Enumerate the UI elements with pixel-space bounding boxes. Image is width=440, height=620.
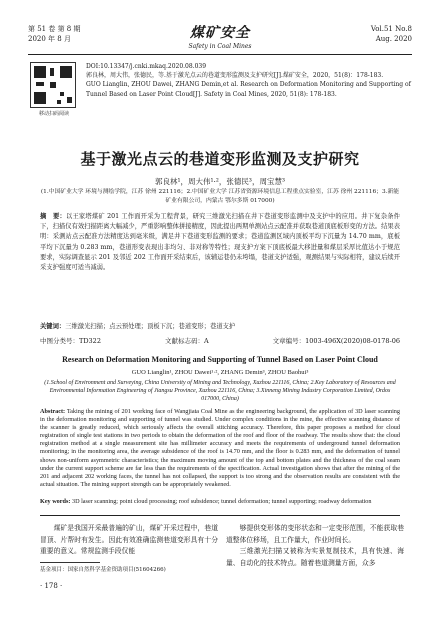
author-list-en: GUO Lianglin¹, ZHOU Dawei¹·², ZHANG Demin³, ZHOU Baohui³ xyxy=(131,369,309,376)
abstract-label-en: Abstract: xyxy=(40,408,66,415)
affiliations: (1.中国矿业大学 环境与测绘学院，江苏 徐州 221116；2.中国矿业大学 江苏省资源环境信息工程重点实验室，江苏 徐州 221116；3.新能矿业有限公司，内蒙古 鄂尔多斯 017000) xyxy=(40,189,400,204)
affiliations-en: (1.School of Environment and Surveying, China University of Mining and Technology, Xuzhou 221116, China; 2.Key Laboratory of Resources and Environmental Information Engineering of Jiangsu Province, Xuzhou 221116, China; 3.Xinneng Mining Industry Corporation Limited, Ordos 017000, China) xyxy=(44,380,396,402)
page-number: · 178 · xyxy=(40,582,63,590)
keywords-text: 三维激光扫描；点云预处理；顶板下沉；巷道变形；巷道支护 xyxy=(65,323,236,330)
clc-number: 中图分类号：TD322 xyxy=(40,337,101,345)
header-divider xyxy=(28,54,412,55)
journal-header xyxy=(28,22,412,52)
article-number: 文章编号：1003-496X(2020)08-0178-06 xyxy=(272,337,400,345)
abstract-label: 摘 要： xyxy=(40,213,66,220)
volume-info-en xyxy=(371,24,412,44)
volume-issue-zh: 第 51 卷 第 8 期 xyxy=(28,25,81,33)
volume-issue-en: Vol.51 No.8 xyxy=(370,25,412,33)
abstract-text-en: Taking the mining of 201 working face of Wangjiata Coal Mine as the engineering background, the application of 3D laser scanning in the deformation monitoring and supporting of tunnel was studied. Under complex conditions in the mine, the effective scanning distance of the scanner is greatly reduced, which seriously affects the overall stitching accuracy. Therefore, this paper proposes a method for cloud registration of single test stations in two periods to obtain the deformation of the roof and floor of the roadway. The results show that: the cloud registration method at a single measurement site has millimeter accuracy and meets the requirements of underground tunnel deformation monitoring; in the monitoring area, the average subsidence of the roof is 14.70 mm, and the floor is 0.283 mm, and the deformation of tunnel shows non-uniform asymmetric characteristics; the maximum moving amount of the top and bottom plates and the thickness of the coal seam under the current support scheme are far less than the requirements of the specification. Actual investigation shows that after the mining of the 201 and adjacent 202 working faces, the tunnel has not collapsed, the support is too strong and the observation results are consistent with the actual situation. The mining support strength can be appropriately weakened. xyxy=(40,408,400,488)
body-paragraph: 够提供变形体的变形状态和一定变形范围，不能获取巷道整体位移场，且工作量大，作业时间长。 xyxy=(226,524,404,544)
keywords-zh xyxy=(40,322,400,331)
citation-zh: 郭良林，周大伟，张德民，等.基于激光点云的巷道变形监测及支护研究[J].煤矿安全，2020，51(8)：178-183. xyxy=(86,72,384,80)
keywords-label-en: Key words: xyxy=(40,498,71,505)
footnote-divider xyxy=(40,562,100,563)
funding-footnote: 基金项目：国家自然科学基金资助项目(51604266) xyxy=(40,567,166,573)
doi[interactable]: DOI:10.13347/j.cnki.mkaq.2020.08.039 xyxy=(86,63,207,70)
author-list: 郭良林¹，周大伟¹·²，张德民³，周宝慧³ xyxy=(155,177,285,186)
keywords-en xyxy=(40,498,400,506)
qr-code-icon xyxy=(30,62,76,108)
keywords-label: 关键词： xyxy=(40,323,66,330)
body-column-right xyxy=(226,523,404,569)
journal-logo-zh: 煤矿安全 xyxy=(190,25,250,41)
abstract-text: 以王家塔煤矿 201 工作面开采为工程背景，研究三维激光扫描在井下巷道变形监测中及支护中的应用。井下复杂条件下，扫描仪有效扫描距离大幅减少，严重影响整体拼接精度，因此提出两期单测站点云配准并获取巷道顶底板形变的方法。结果表明：采测站点云配准方法精度达到毫米级，满足井下巷道变形监测的要求；巷道监测区域内顶板平均下沉量为 14.70 mm，底板平均下沉量为 0.283 mm，巷道形变表现出非均匀、非对称等特性；现支护方案下顶底板最大移进量和煤层采厚比值达小于规范要求，实际调查显示 201 及邻近 202 工作面开采结束后，该辅运巷仍未垮塌，巷道支护适强，观测结果与实际相符，建议后续开采支护强度可适当减弱。 xyxy=(40,213,400,272)
qr-caption: 移动扫码阅读 xyxy=(38,111,69,117)
document-code: 文献标志码：A xyxy=(164,337,209,345)
body-paragraph: 煤矿是我国开采最普遍的矿山，煤矿开采过程中，巷道冒顶、片帮时有发生。因此有效准确监测巷道变形具有十分重要的意义。常规监测手段仅能 xyxy=(40,524,218,555)
date-en: Aug. 2020 xyxy=(375,35,412,43)
citation-block xyxy=(86,62,412,99)
abstract-zh xyxy=(40,212,400,273)
journal-logo-en: Safety in Coal Mines xyxy=(188,43,252,50)
body-paragraph: 三维激光扫描又被称为实景复制技术，具有快速、海量、自动化的技术特点。随着巷道测量方面，众多 xyxy=(226,547,404,567)
paper-title: 基于激光点云的巷道变形监测及支护研究 xyxy=(80,150,360,168)
body-column-left xyxy=(40,523,218,558)
date-zh: 2020 年 8 月 xyxy=(28,35,71,43)
abstract-divider xyxy=(40,515,400,516)
classification-line xyxy=(40,336,400,345)
citation-en: GUO Lianglin, ZHOU Dawei, ZHANG Demin,et al. Research on Deformation Monitoring and Supporting of Tunnel Based on Laser Point Cloud[J]. Safety in Coal Mines, 2020, 51(8): 178-183. xyxy=(86,81,411,98)
journal-logo xyxy=(28,22,412,50)
keywords-text-en: 3D laser scanning; point cloud processing; roof subsidence; tunnel deformation; tunnel supporting; roadway deformation xyxy=(71,498,372,505)
abstract-en xyxy=(40,408,400,489)
paper-title-en: Research on Deformation Monitoring and Supporting of Tunnel Based on Laser Point Cloud xyxy=(62,355,378,364)
